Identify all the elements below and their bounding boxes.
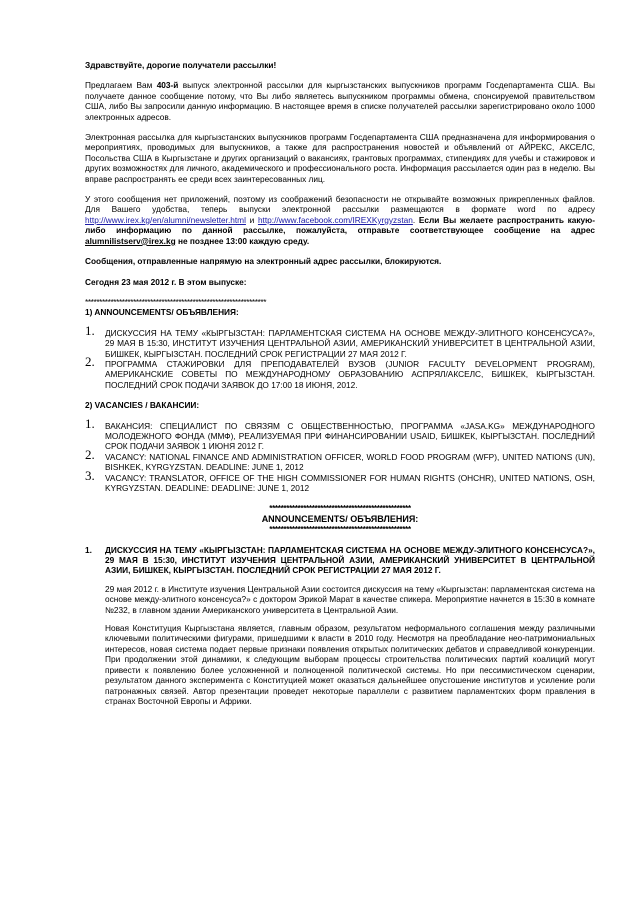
item-number: 1.: [85, 415, 95, 431]
announcements-list: [85, 322, 595, 390]
detail-paragraph-2: Новая Конституция Кыргызстана является, главным образом, результатом неформального соглашения между различными ключевыми политическими фигурами, пришедшими к власти в 2010 году. Несмотря на преобладание нео-патримониальных интересов, новая система подает первые признаки появления открытых политических дебатов и справедливой конкуренции. При продолжении этой динамики, к следующим выборам процессы строительства политических партий коалиций могут привести к появлению более усложненной и полноценной политической системы. Но при пессимистическом сценарии, результатом данного эксперимента с Конституцией может оказаться дальнейшее опустошение институтов и усиление роли патронажных связей. Автор презентации проведет некоторые параллели с развитием парламентских форм правления в странах Восточной Европы и Африки.: [105, 623, 595, 706]
today-heading: Сегодня 23 мая 2012 г. В этом выпуске:: [85, 276, 247, 287]
item-text: ДИСКУССИЯ НА ТЕМУ «КЫРГЫЗСТАН: ПАРЛАМЕНТСКАЯ СИСТЕМА НА ОСНОВЕ МЕЖДУ-ЭЛИТНОГО КОНСЕНСУСА?», 29 МАЯ В 15:30, ИНСТИТУТ ИЗУЧЕНИЯ ЦЕНТРАЛЬНОЙ АЗИИ, АМЕРИКАНСКИЙ УНИВЕРСИТЕТ В ЦЕНТРАЛЬНОЙ АЗИИ, БИШКЕК, КЫРГЫЗСТАН. ПОСЛЕДНИЙ СРОК РЕГИСТРАЦИИ 27 МАЯ 2012 Г.: [105, 327, 595, 359]
item-number: 3.: [85, 467, 95, 483]
detail-list: [85, 545, 595, 576]
section-announcements-title: 1) ANNOUNCEMENTS/ ОБЪЯВЛЕНИЯ:: [85, 307, 239, 318]
intro-pre: Предлагаем Вам: [85, 80, 157, 91]
intro-post: выпуск электронной рассылки для кыргызстанских выпускников программ Госдепартамента США. Вы получаете данное сообщение потому, что Вы либо являетесь выпускником программы обмена, спонсируемой правительством США, либо Вы запросили данную информацию. В настоящее время в списке получателей рассылки зарегистрировано около 1000 электронных адресов.: [85, 80, 595, 122]
vacancy-item[interactable]: [85, 446, 595, 473]
and-text: и: [245, 214, 258, 225]
vacancy-item[interactable]: [85, 467, 595, 494]
detail-item: [85, 545, 595, 576]
announcement-item[interactable]: [85, 353, 595, 390]
stars-divider-top: **************************************************: [269, 503, 411, 514]
detail-number: 1.: [85, 544, 92, 555]
item-text: VACANCY: TRANSLATOR, OFFICE OF THE HIGH COMMISSIONER FOR HUMAN RIGHTS (OHCHR), UNITED NATIONS, OSH, KYRGYZSTAN. DEADLINE: DEADLINE: JUNE 1, 2012: [105, 472, 595, 493]
vacancies-list: [85, 415, 595, 494]
listserv-email-link[interactable]: alumnilistserv@irex.kg: [85, 235, 176, 246]
item-number: 2.: [85, 353, 95, 369]
attachments-paragraph: [85, 194, 595, 246]
about-paragraph: Электронная рассылка для кыргызстанских выпускников программ Госдепартамента США предназначена для информирования о мероприятиях, проводимых для выпускников, а также для распространения новостей и объявлений от АЙРЕКС, АКСЕЛС, Посольства США в Кыргызстане и других организаций о вакансиях, грантовых программах, стипендиях для учебы и стажировок и других возможностях для личного, академического и профессионального роста. Информация рассылается один раз в неделю. Вы вправе распространять ее среди всех заинтересованных лиц.: [85, 132, 595, 184]
announcement-item[interactable]: [85, 322, 595, 359]
stars-divider-bottom: **************************************************: [269, 524, 411, 535]
dot-text: .: [412, 214, 416, 225]
stars-divider: ****************************************************************: [85, 296, 267, 307]
item-text: ВАКАНСИЯ: СПЕЦИАЛИСТ ПО СВЯЗЯМ С ОБЩЕСТВЕННОСТЬЮ, ПРОГРАММА «JASA.KG» МЕЖДУНАРОДНОГО МОЛОДЕЖНОГО ФОНДА (ММФ), РЕАЛИЗУЕМАЯ ПРИ ФИНАНСИРОВАНИИ USAID, БИШКЕК, КЫРГЫЗСТАН. ПОСЛЕДНИЙ СРОК ПОДАЧИ ЗАЯВОК 1 ИЮНЯ 2012 Г.: [105, 420, 595, 452]
submit-info-post: не позднее 13:00 каждую среду.: [175, 235, 310, 246]
intro-paragraph: [85, 80, 595, 122]
attachments-text: У этого сообщения нет приложений, поэтому из соображений безопасности не открывайте возможных прикрепленных файлов. Для Вашего удобства, теперь выпуски электронной рассылки размещаются в формате word по адресу: [85, 194, 595, 215]
blocked-notice: Сообщения, отправленные напрямую на электронный адрес рассылки, блокируются.: [85, 256, 442, 267]
item-number: 1.: [85, 322, 95, 338]
issue-number: 403-й: [156, 80, 179, 91]
submit-info-pre: Если Вы желаете распространить какую-либо информацию по данной рассылке, пожалуйста, отправьте соответствующее сообщение на адрес: [85, 214, 596, 236]
section-vacancies-title: 2) VACANCIES / ВАКАНСИИ:: [85, 400, 200, 411]
detail-paragraph-1: 29 мая 2012 г. в Институте изучения Центральной Азии состоится дискуссия на тему «Кыргызстан: парламентская система на основе между-элитного консенсуса?» с доктором Эрикой Марат в качестве спикера. Мероприятие начнется в 15:30 в комнате №232, в главном здании Американского университета в Центральной Азии.: [105, 583, 595, 615]
item-number: 2.: [85, 446, 95, 462]
announcements-heading: ANNOUNCEMENTS/ ОБЪЯВЛЕНИЯ:: [261, 513, 419, 524]
newsletter-page: [85, 60, 595, 706]
greeting: Здравствуйте, дорогие получатели рассылки!: [85, 60, 277, 70]
newsletter-link[interactable]: http://www.irex.kg/en/alumni/newsletter.html: [85, 214, 246, 225]
facebook-link[interactable]: http://www.facebook.com/IREXKyrgyzstan: [257, 214, 413, 225]
vacancy-item[interactable]: [85, 415, 595, 452]
detail-title: ДИСКУССИЯ НА ТЕМУ «КЫРГЫЗСТАН: ПАРЛАМЕНТСКАЯ СИСТЕМА НА ОСНОВЕ МЕЖДУ-ЭЛИТНОГО КОНСЕНСУСА?», 29 МАЯ В 15:30, ИНСТИТУТ ИЗУЧЕНИЯ ЦЕНТРАЛЬНОЙ АЗИИ, АМЕРИКАНСКИЙ УНИВЕРСИТЕТ В ЦЕНТРАЛЬНОЙ АЗИИ, БИШКЕК, КЫРГЫЗСТАН. ПОСЛЕДНИЙ СРОК РЕГИСТРАЦИИ 27 МАЯ 2012 Г.: [105, 544, 595, 576]
item-text: VACANCY: NATIONAL FINANCE AND ADMINISTRATION OFFICER, WORLD FOOD PROGRAM (WFP), UNITED NATIONS (UN), BISHKEK, KYRGYZSTAN. DEADLINE: JUNE 1, 2012: [105, 451, 595, 473]
item-text: ПРОГРАММА СТАЖИРОВКИ ДЛЯ ПРЕПОДАВАТЕЛЕЙ ВУЗОВ (JUNIOR FACULTY DEVELOPMENT PROGRAM), АМЕРИКАНСКИЕ СОВЕТЫ ПО МЕЖДУНАРОДНОМУ ОБРАЗОВАНИЮ АСПРЯЛ/АКСЕЛС, БИШКЕК, КЫРГЫЗСТАН. ПОСЛЕДНИЙ СРОК ПОДАЧИ ЗАЯВОК ДО 17:00 18 ИЮНЯ, 2012.: [105, 358, 595, 390]
